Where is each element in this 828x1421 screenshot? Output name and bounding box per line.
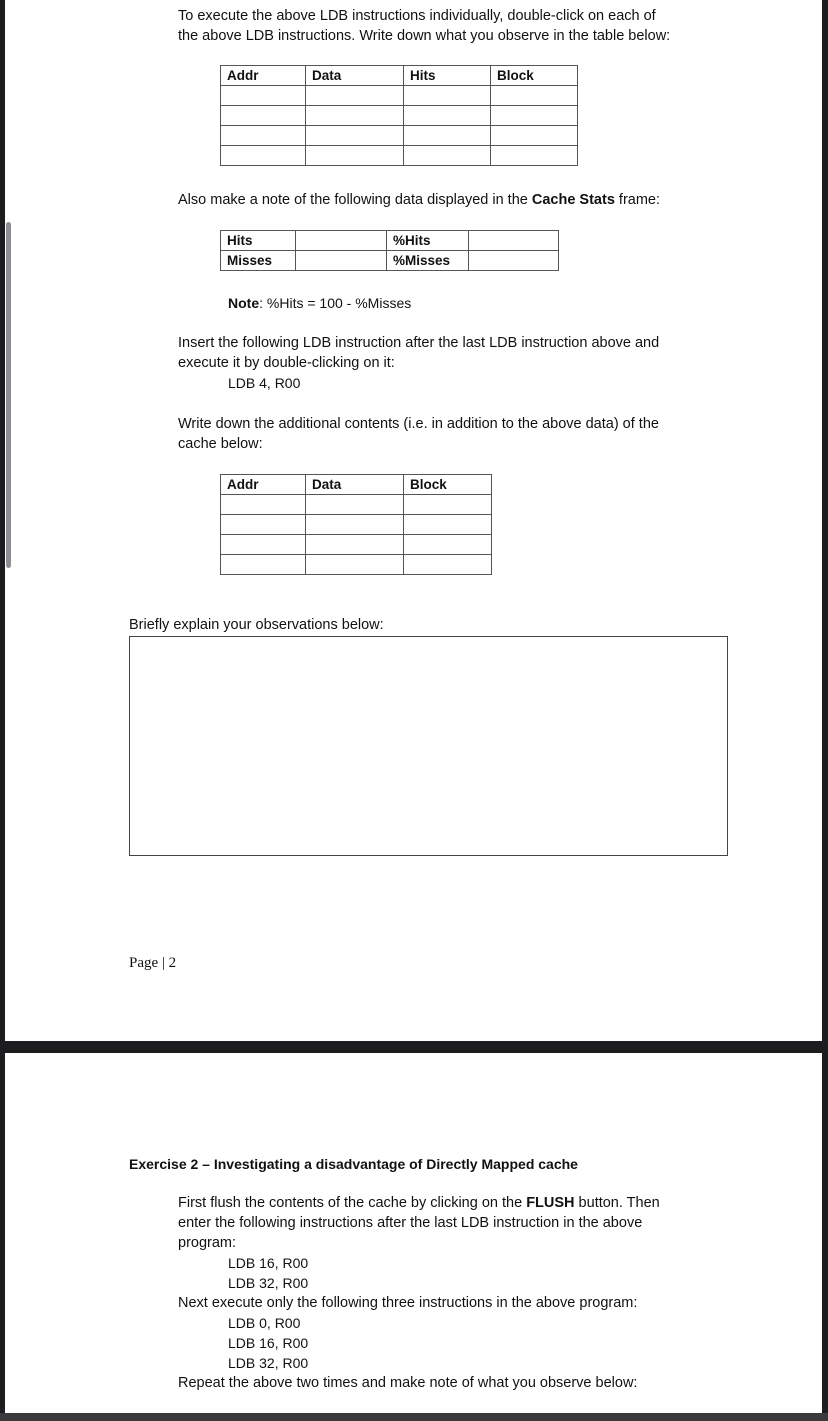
table-cell[interactable] xyxy=(306,495,404,515)
col-header-addr: Addr xyxy=(221,66,306,86)
table-header-row xyxy=(221,475,492,495)
table-cell[interactable] xyxy=(404,535,492,555)
intro-text-line1: To execute the above LDB instructions individually, double-click on each of xyxy=(178,8,656,24)
instruction-ldb-16-b: LDB 16, R00 xyxy=(228,1335,309,1351)
intro-text-line2: the above LDB instructions. Write down what you observe in the table below: xyxy=(178,28,671,44)
note-label: Note xyxy=(228,295,260,311)
document-page-1 xyxy=(5,0,822,1041)
table-cell[interactable] xyxy=(306,86,404,106)
table-cell[interactable] xyxy=(491,106,578,126)
write-text-line2: cache below: xyxy=(178,436,263,452)
table-cell[interactable] xyxy=(221,495,306,515)
table-cell[interactable] xyxy=(221,106,306,126)
table-cell[interactable] xyxy=(404,495,492,515)
note-text xyxy=(228,293,411,313)
insert-instruction: LDB 4, R00 xyxy=(228,375,301,391)
table-cell[interactable] xyxy=(491,126,578,146)
write-text-line1: Write down the additional contents (i.e. in addition to the above data) of the xyxy=(178,416,659,432)
table-cell[interactable] xyxy=(491,146,578,166)
scrollbar[interactable] xyxy=(6,222,11,568)
table-cell[interactable] xyxy=(221,86,306,106)
table-cell[interactable] xyxy=(404,86,491,106)
instruction-ldb-32-b: LDB 32, R00 xyxy=(228,1355,309,1371)
explain-observations-label: Briefly explain your observations below: xyxy=(129,617,384,633)
cache-stats-table xyxy=(220,230,559,271)
table-cell[interactable] xyxy=(306,146,404,166)
table-row xyxy=(221,231,559,251)
exercise-title: Exercise 2 – Investigating a disadvantage of Directly Mapped cache xyxy=(129,1156,578,1172)
cache-stats-instruction xyxy=(178,190,660,210)
table-cell[interactable] xyxy=(221,555,306,575)
table-row xyxy=(221,106,578,126)
col-header-block: Block xyxy=(404,475,492,495)
flush-instruction-line1 xyxy=(178,1193,660,1213)
stats-intro-suffix: frame: xyxy=(614,192,661,208)
flush-instruction-line2: enter the following instructions after the last LDB instruction in the above xyxy=(178,1215,643,1231)
col-header-hits: Hits xyxy=(404,66,491,86)
cache-stats-label: Cache Stats xyxy=(531,192,615,208)
table-row xyxy=(221,495,492,515)
stats-hits-label: Hits xyxy=(221,231,296,251)
stats-hits-value[interactable] xyxy=(296,231,387,251)
instruction-ldb-0: LDB 0, R00 xyxy=(228,1315,301,1331)
table-row xyxy=(221,126,578,146)
instruction-ldb-32: LDB 32, R00 xyxy=(228,1275,309,1291)
table-cell[interactable] xyxy=(404,106,491,126)
table-row xyxy=(221,146,578,166)
col-header-data: Data xyxy=(306,475,404,495)
additional-cache-table xyxy=(220,474,492,575)
table-cell[interactable] xyxy=(491,86,578,106)
table-cell[interactable] xyxy=(306,126,404,146)
flush-text: First flush the contents of the cache by clicking on the xyxy=(178,1195,527,1211)
table-cell[interactable] xyxy=(221,535,306,555)
table-cell[interactable] xyxy=(404,146,491,166)
instruction-ldb-16: LDB 16, R00 xyxy=(228,1255,309,1271)
flush-text-suffix: button. Then xyxy=(574,1195,660,1211)
table-cell[interactable] xyxy=(221,515,306,535)
table-cell[interactable] xyxy=(221,146,306,166)
table-cell[interactable] xyxy=(404,515,492,535)
flush-button-label: FLUSH xyxy=(526,1195,575,1211)
note-formula: : %Hits = 100 - %Misses xyxy=(259,295,412,311)
stats-misses-value[interactable] xyxy=(296,251,387,271)
stats-pct-hits-value[interactable] xyxy=(469,231,559,251)
insert-text-line2: execute it by double-clicking on it: xyxy=(178,355,395,371)
stats-intro-text: Also make a note of the following data displayed in the xyxy=(178,192,532,208)
observation-table xyxy=(220,65,578,166)
table-cell[interactable] xyxy=(404,555,492,575)
table-row xyxy=(221,535,492,555)
observations-answer-box[interactable] xyxy=(129,636,728,856)
table-cell[interactable] xyxy=(404,126,491,146)
bottom-toolbar xyxy=(0,1413,828,1421)
stats-misses-label: Misses xyxy=(221,251,296,271)
table-row xyxy=(221,251,559,271)
table-cell[interactable] xyxy=(306,515,404,535)
table-cell[interactable] xyxy=(306,535,404,555)
document-page-2 xyxy=(5,1053,822,1413)
table-cell[interactable] xyxy=(221,126,306,146)
insert-text-line1: Insert the following LDB instruction after the last LDB instruction above and xyxy=(178,335,660,351)
col-header-data: Data xyxy=(306,66,404,86)
table-row xyxy=(221,555,492,575)
page-footer: Page | 2 xyxy=(129,955,177,971)
stats-pct-misses-value[interactable] xyxy=(469,251,559,271)
table-row xyxy=(221,515,492,535)
stats-pct-misses-label: %Misses xyxy=(387,251,469,271)
col-header-block: Block xyxy=(491,66,578,86)
col-header-addr: Addr xyxy=(221,475,306,495)
stats-pct-hits-label: %Hits xyxy=(387,231,469,251)
flush-instruction-line3: program: xyxy=(178,1235,237,1251)
table-cell[interactable] xyxy=(306,555,404,575)
repeat-line: Repeat the above two times and make note of what you observe below: xyxy=(178,1375,638,1391)
next-execute-line: Next execute only the following three instructions in the above program: xyxy=(178,1295,638,1311)
table-cell[interactable] xyxy=(306,106,404,126)
table-row xyxy=(221,86,578,106)
table-header-row xyxy=(221,66,578,86)
